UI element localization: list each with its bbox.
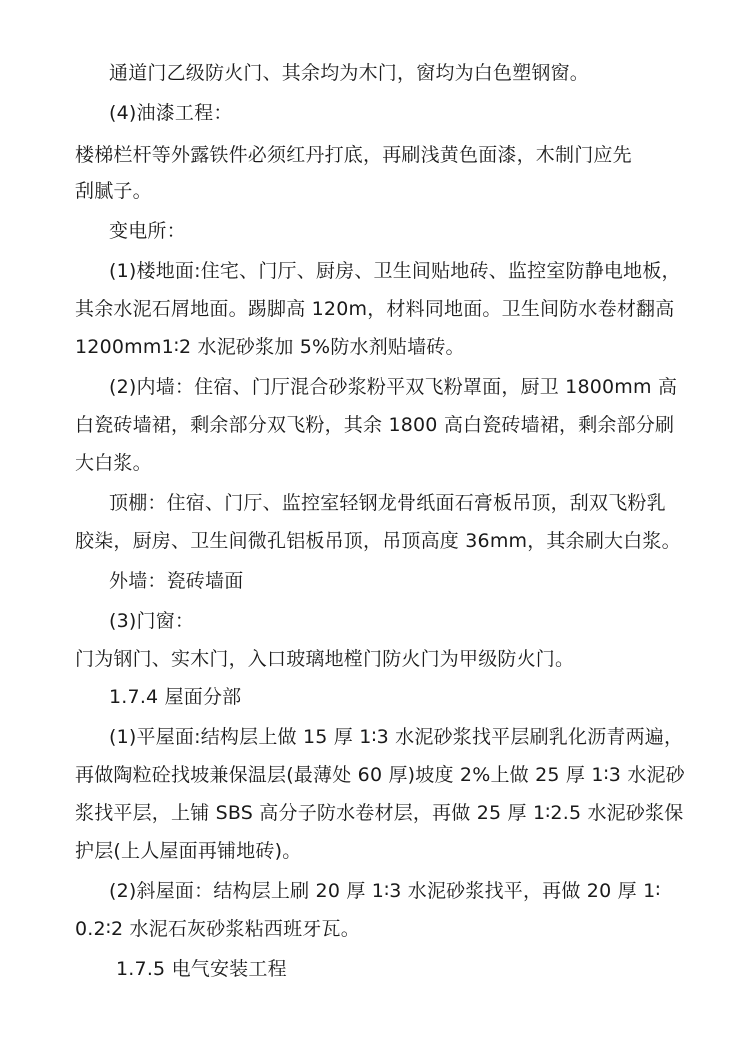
paragraph-line: 顶棚：住宿、门厅、监控室轻钢龙骨纸面石膏板吊顶，刮双飞粉乳	[109, 492, 666, 514]
paragraph-line: 胶柒，厨房、卫生间微孔铝板吊顶，吊顶高度 36mm，其余刷大白浆。	[75, 530, 681, 552]
paragraph-line: 外墙：瓷砖墙面	[109, 570, 244, 592]
paragraph-line: (1)楼地面:住宅、门厅、厨房、卫生间贴地砖、监控室防静电地板，	[109, 260, 681, 282]
paragraph-line: 门为钢门、实木门，入口玻璃地樘门防火门为甲级防火门。	[75, 648, 575, 670]
paragraph-line: 通道门乙级防火门、其余均为木门，窗均为白色塑钢窗。	[109, 62, 590, 84]
paragraph-line: 白瓷砖墙裙，剩余部分双飞粉，其余 1800 高白瓷砖墙裙，剩余部分刷	[75, 414, 675, 436]
paragraph-line: (1)平屋面:结构层上做 15 厚 1∶3 水泥砂浆找平层刷乳化沥青两遍，	[109, 726, 684, 748]
paragraph-line: 0.2∶2 水泥石灰砂浆粘西班牙瓦。	[75, 918, 360, 940]
paragraph-line: (2)内墙：住宿、门厅混合砂浆粉平双飞粉罩面，厨卫 1800mm 高	[109, 376, 678, 398]
paragraph-line: 其余水泥石屑地面。踢脚高 120m，材料同地面。卫生间防水卷材翻高	[75, 298, 675, 320]
section-heading-roof: 1.7.4 屋面分部	[109, 686, 242, 708]
paragraph-line: (2)斜屋面：结构层上刷 20 厚 1∶3 水泥砂浆找平，再做 20 厚 1∶	[109, 880, 661, 902]
section-heading-doors-windows: (3)门窗：	[109, 610, 195, 632]
section-heading-substation: 变电所：	[109, 220, 186, 242]
section-heading-painting: (4)油漆工程：	[109, 102, 233, 124]
paragraph-line: 再做陶粒砼找坡兼保温层(最薄处 60 厚)坡度 2%上做 25 厚 1∶3 水泥砂	[75, 764, 685, 786]
paragraph-line: 大白浆。	[75, 452, 152, 474]
paragraph-line: 1200mm1∶2 水泥砂浆加 5%防水剂贴墙砖。	[75, 336, 465, 358]
paragraph-line: 浆找平层，上铺 SBS 高分子防水卷材层，再做 25 厚 1∶2.5 水泥砂浆保	[75, 802, 684, 824]
section-heading-electrical: 1.7.5 电气安装工程	[116, 958, 287, 980]
paragraph-line: 楼梯栏杆等外露铁件必须红丹打底，再刷浅黄色面漆，木制门应先	[75, 144, 632, 166]
paragraph-line: 刮腻子。	[75, 180, 152, 202]
paragraph-line: 护层(上人屋面再铺地砖)。	[75, 840, 302, 862]
